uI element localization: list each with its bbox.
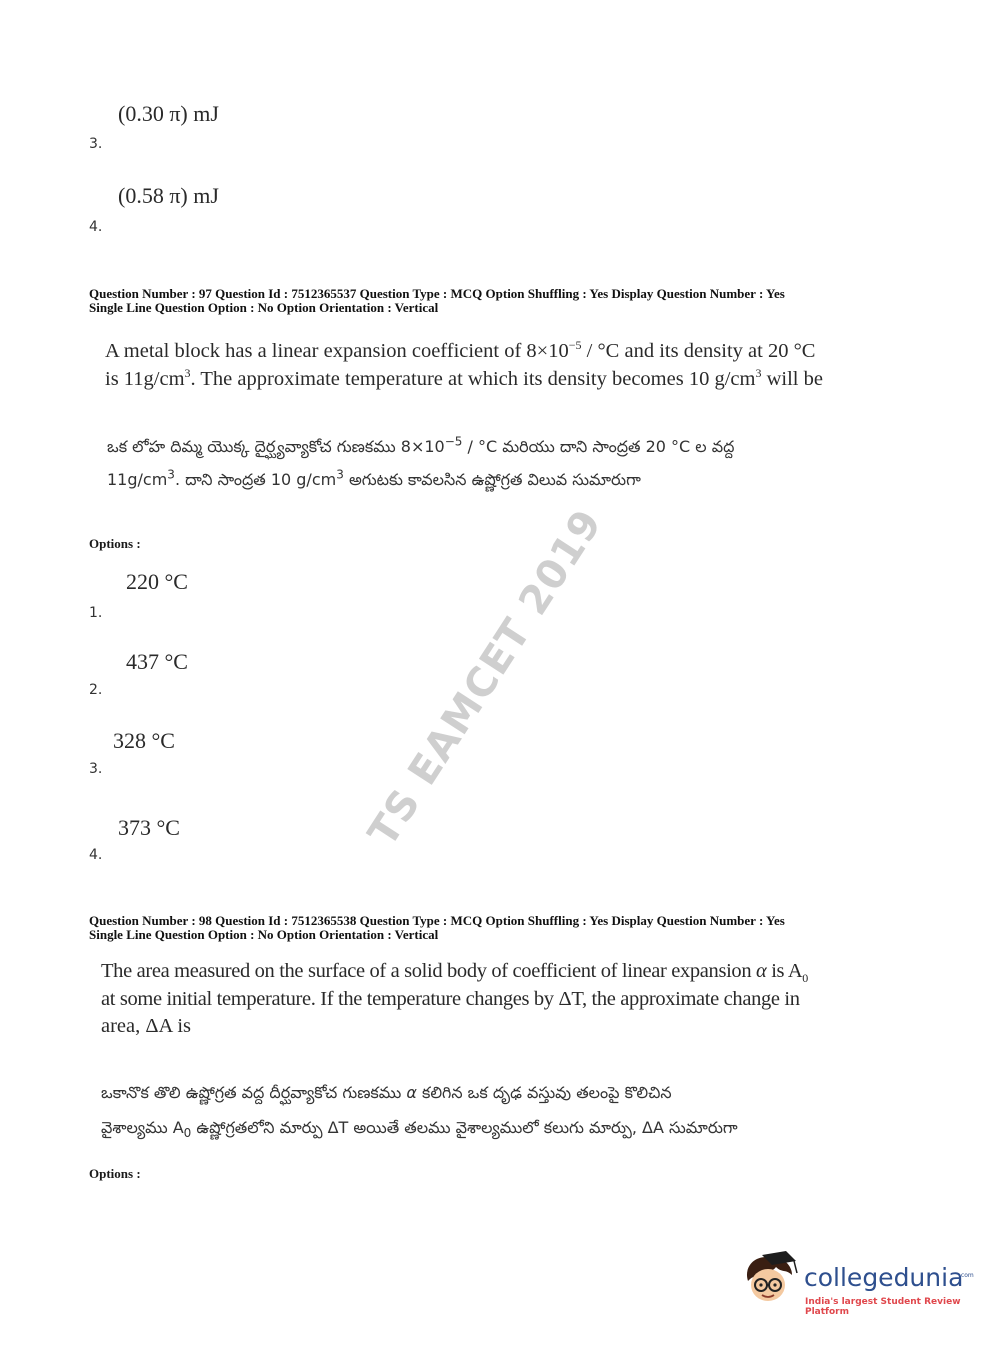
q97-option-4-number: 4. [89, 847, 103, 863]
q98-telugu-line2: వైశాల్యము $A_0$ ఉష్ణోగ్రతలోని మార్పు ΔT అయితే తలము వైశాల్యములో కలుగు మార్పు, ΔA సుమారుగా [101, 1118, 738, 1141]
prev-option-3-number: 3. [89, 136, 103, 152]
q98-english-line1: The area measured on the surface of a solid body of coefficient of linear expansion α is $A_0$ [101, 960, 808, 986]
q98-english-line2: at some initial temperature. If the temperature changes by ΔT, the approximate change in [101, 988, 800, 1010]
q97-option-2-number: 2. [89, 682, 103, 698]
collegedunia-brand-name: collegedunia [804, 1263, 964, 1292]
prev-option-3-text: (0.30 π) mJ [118, 101, 219, 126]
watermark: TS EAMCET 2019 [359, 501, 612, 855]
q97-option-1-number: 1. [89, 605, 103, 621]
q97-option-1-text: 220 °C [126, 569, 188, 594]
q97-english-line2: is $11g/cm^3$. The approximate temperature at which its density becomes 10 $g/cm^3$ will be [105, 366, 823, 390]
q97-meta-line1: Question Number : 97 Question Id : 7512365537 Question Type : MCQ Option Shuffling : Yes Display Question Number : Yes [89, 286, 785, 301]
q97-option-3-text: 328 °C [113, 728, 175, 753]
q97-meta-line2: Single Line Question Option : No Option Orientation : Vertical [89, 300, 439, 315]
q97-telugu-line2: $11g/cm^3$. దాని సాంద్రత 10 $g/cm^3$ అగుటకు కావలసిన ఉష్ణోగ్రత విలువ సుమారుగా [107, 467, 641, 489]
q98-telugu-line1: ఒకానొక తొలి ఉష్ణోగ్రత వద్ద దీర్ఘవ్యాకోచ గుణకము α కలిగిన ఒక దృఢ వస్తువు తలంపై కొలిచిన [101, 1083, 672, 1102]
q97-option-3-number: 3. [89, 761, 103, 777]
q98-options-label: Options : [89, 1166, 141, 1181]
collegedunia-logo-mascot [742, 1251, 798, 1307]
q97-option-4-text: 373 °C [118, 815, 180, 840]
collegedunia-brand-suffix: .com [959, 1272, 974, 1279]
prev-option-4-number: 4. [89, 219, 103, 235]
prev-option-4-text: (0.58 π) mJ [118, 183, 219, 208]
q98-english-line3: area, ΔA is [101, 1015, 192, 1037]
q97-telugu-line1: ఒక లోహ దిమ్మ యొక్క దైర్ఘ్యవ్యాకోచ గుణకము $8\times 10^{-5} / ^\circ C$ మరియు దాని సాంద్రత 20 °C ల వద్ద [107, 434, 735, 456]
q97-options-label: Options : [89, 536, 141, 551]
q98-meta-line2: Single Line Question Option : No Option Orientation : Vertical [89, 927, 439, 942]
collegedunia-tagline: India's largest Student Review Platform [805, 1297, 961, 1317]
q97-english-line1: A metal block has a linear expansion coefficient of $8\times 10^{-5} / ^\circ C$ and its density at 20 °C [105, 338, 816, 362]
q98-meta-line1: Question Number : 98 Question Id : 7512365538 Question Type : MCQ Option Shuffling : Yes Display Question Number : Yes [89, 913, 785, 928]
q97-option-2-text: 437 °C [126, 649, 188, 674]
